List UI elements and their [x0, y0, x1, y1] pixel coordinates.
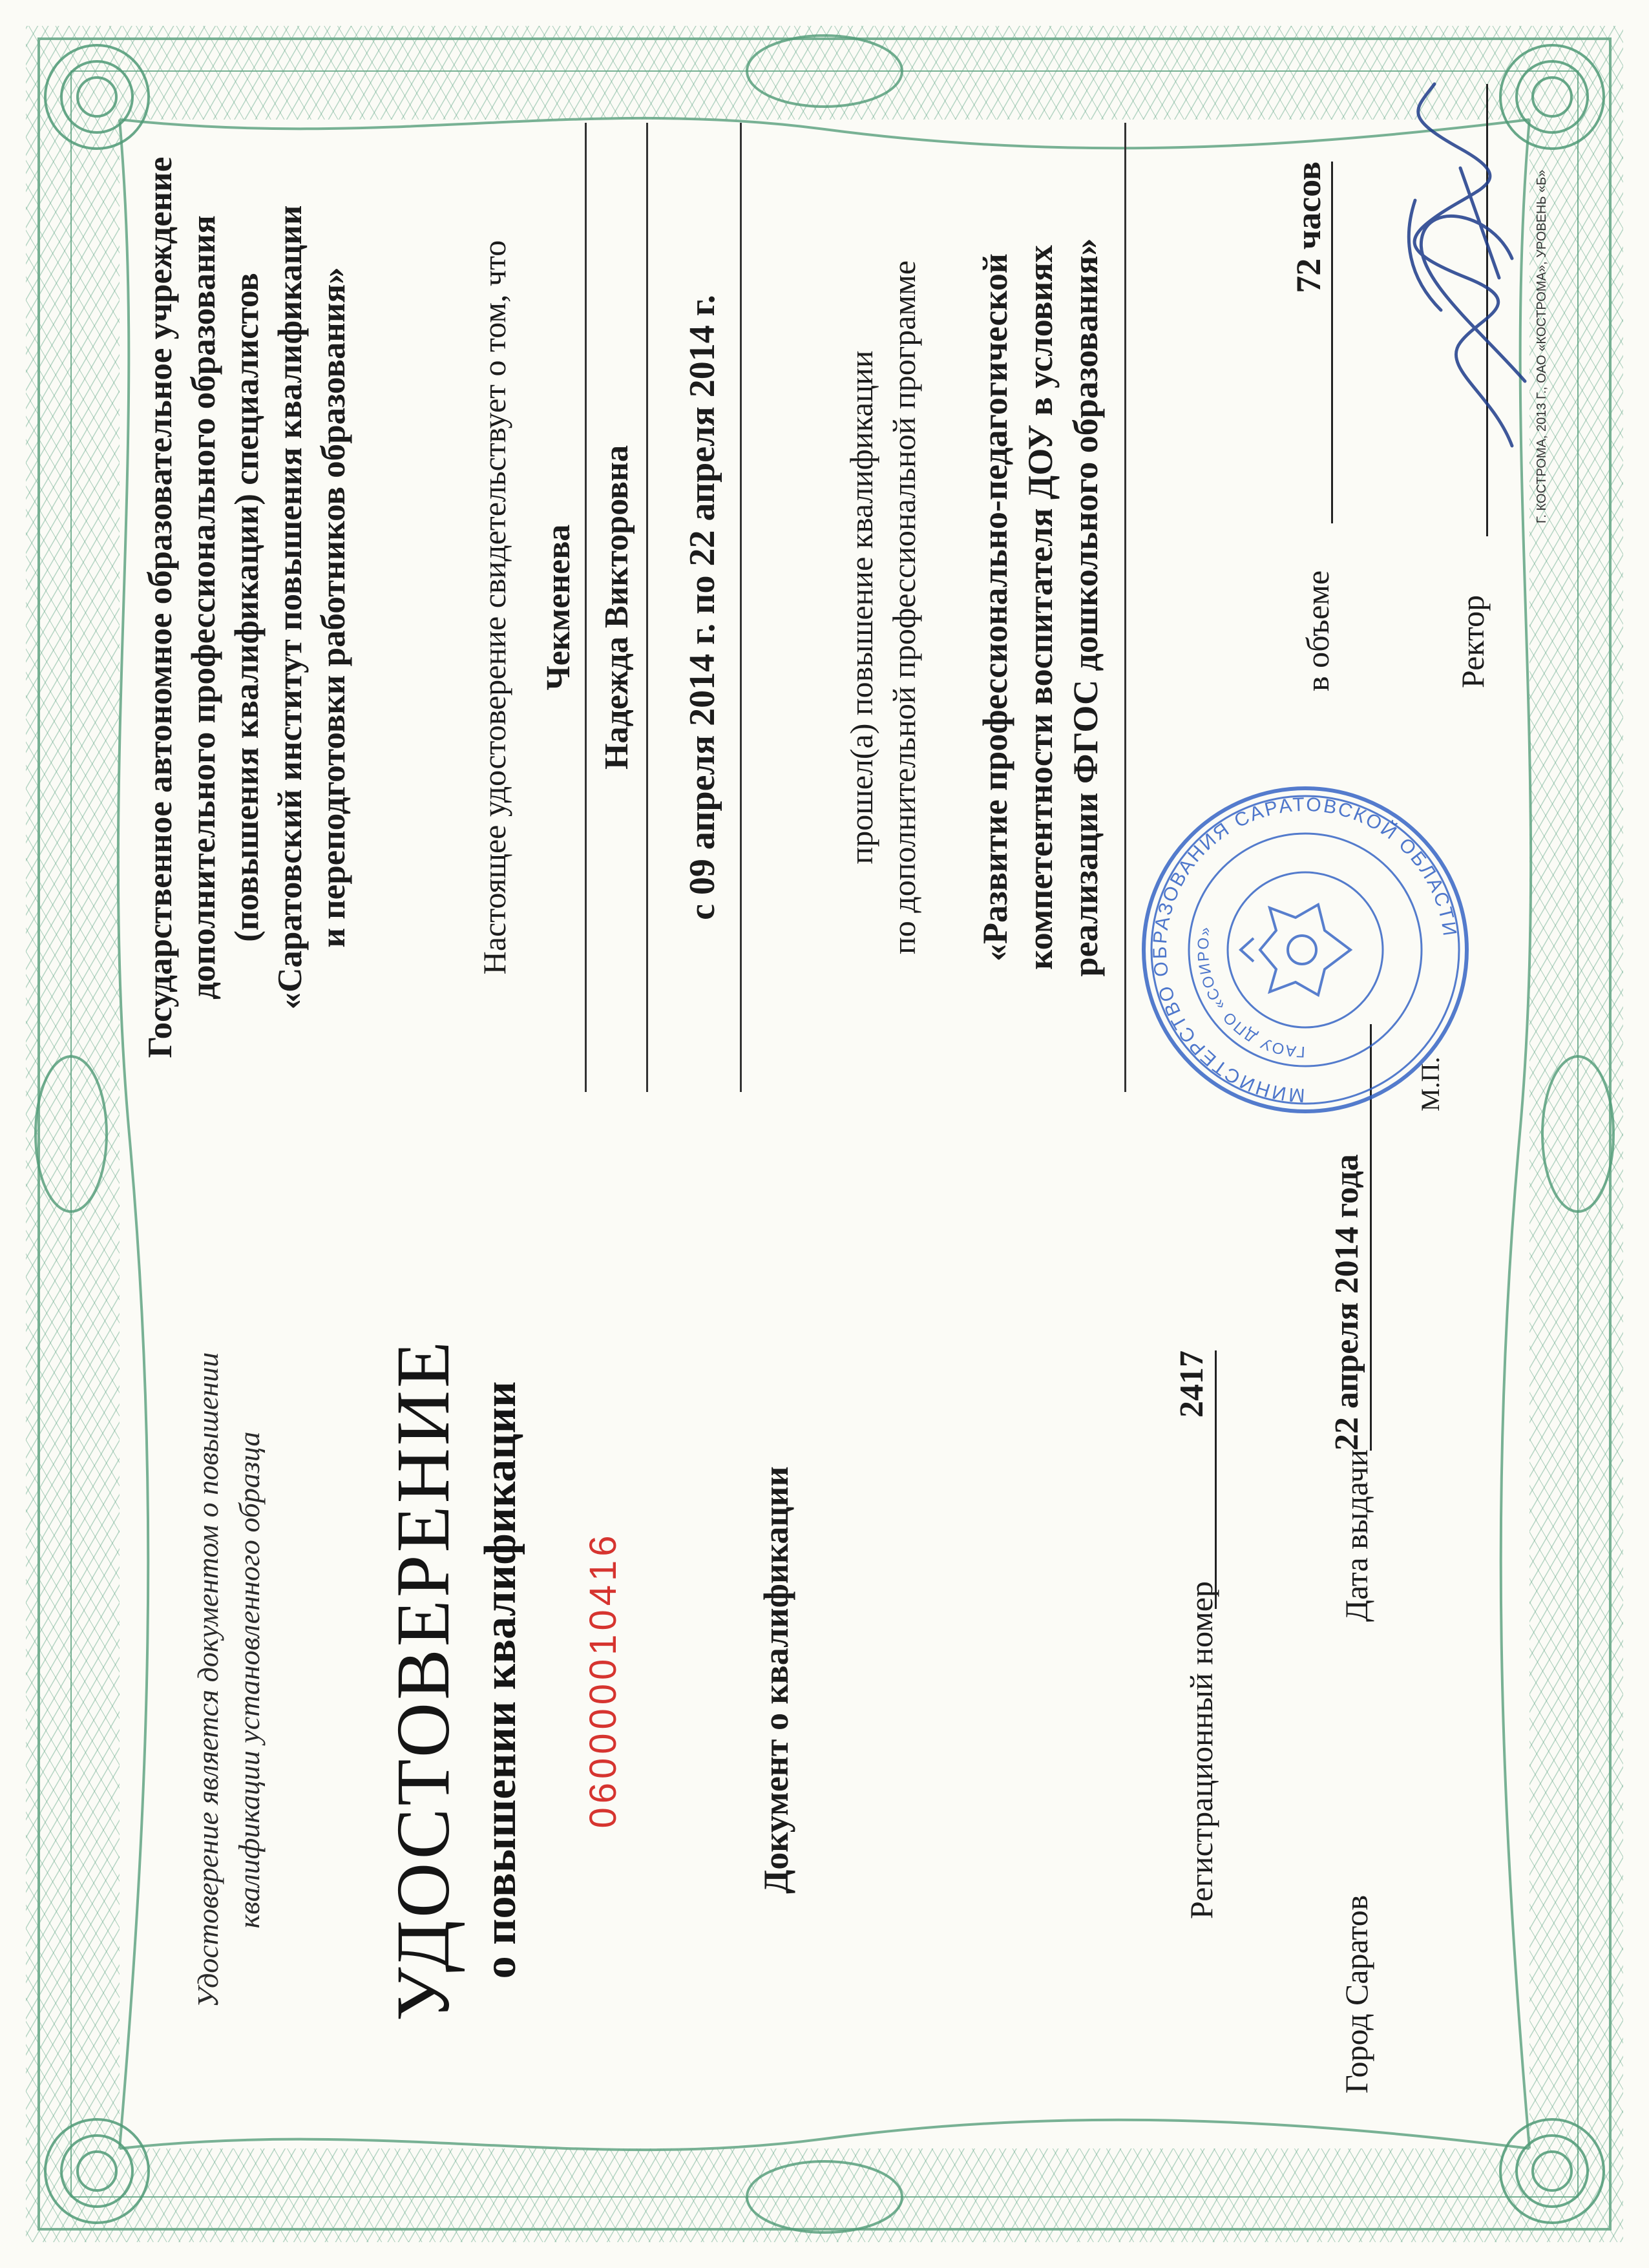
completion-line: по дополнительной профессиональной программе: [886, 260, 922, 954]
recipient-surname: Чекменева: [540, 524, 577, 691]
validity-note-line: квалификации установленного образца: [233, 1431, 266, 1929]
registration-label: Регистрационный номер: [1183, 1581, 1219, 1919]
completion-line: прошел(а) повышение квалификации: [843, 350, 879, 865]
organization-line: дополнительного профессионального образования: [185, 215, 222, 1000]
official-stamp: [1137, 769, 1473, 1131]
program-title: [972, 123, 1108, 1092]
rector-label: Ректор: [1455, 594, 1491, 688]
printer-imprint: Г. КОСТРОМА, 2013 Г., ОАО «КОСТРОМА», УРОВЕНЬ «Б»: [1535, 169, 1549, 523]
program-line: реализации ФГОС дошкольного образования»: [1066, 238, 1105, 977]
divider-line: [646, 123, 648, 1092]
program-line: компетентности воспитателя ДОУ в условиях: [1021, 245, 1060, 970]
organization-name: [139, 123, 355, 1092]
training-period: с 09 апреля 2014 г. по 22 апреля 2014 г.: [682, 295, 722, 920]
organization-line: и переподготовки работников образования»: [315, 267, 352, 948]
witness-statement: Настоящее удостоверение свидетельствует о том, что: [476, 240, 512, 975]
stamp-inner-text: ГАОУ ДПО «СОИРО»: [1194, 924, 1306, 1061]
divider-line: [585, 123, 587, 1092]
volume-hours: 72 часов: [1286, 162, 1333, 523]
validity-note-line: Удостоверение является документом о повышении: [191, 1352, 224, 2008]
signature-icon: [1363, 71, 1570, 472]
issue-date-label: Дата выдачи: [1338, 1449, 1374, 1622]
city: Город Саратов: [1338, 1895, 1374, 2094]
completion-statement: [840, 123, 925, 1092]
divider-line: [740, 123, 742, 1092]
rector-signature: [1363, 71, 1570, 472]
organization-line: «Саратовский институт повышения квалификации: [271, 205, 309, 1010]
stamp-place-mark: М.П.: [1416, 1056, 1445, 1111]
coat-of-arms-icon: [1241, 905, 1350, 995]
document-subtitle: о повышении квалификации: [476, 1381, 525, 1979]
validity-note: [187, 1260, 270, 2100]
serial-number: 060000010416: [582, 1531, 624, 1829]
organization-line: Государственное автономное образовательное учреждение: [142, 156, 179, 1058]
issue-date: 22 апреля 2014 года: [1325, 1024, 1372, 1451]
registration-number: 2417: [1170, 1350, 1217, 1609]
program-line: «Развитие профессионально-педагогической: [976, 253, 1014, 961]
document-title: УДОСТОВЕРЕНИЕ: [381, 1338, 465, 2022]
divider-line: [1124, 123, 1126, 1092]
volume-label: в объеме: [1299, 570, 1336, 691]
recipient-given-names: Надежда Викторовна: [598, 445, 635, 770]
stamp-outer-text: МИНИСТЕРСТВО ОБРАЗОВАНИЯ САРАТОВСКОЙ ОБЛАСТИ: [1149, 793, 1461, 1106]
document-type: Документ о квалификации: [757, 1466, 795, 1894]
organization-line: (повышения квалификации) специалистов: [228, 273, 266, 942]
